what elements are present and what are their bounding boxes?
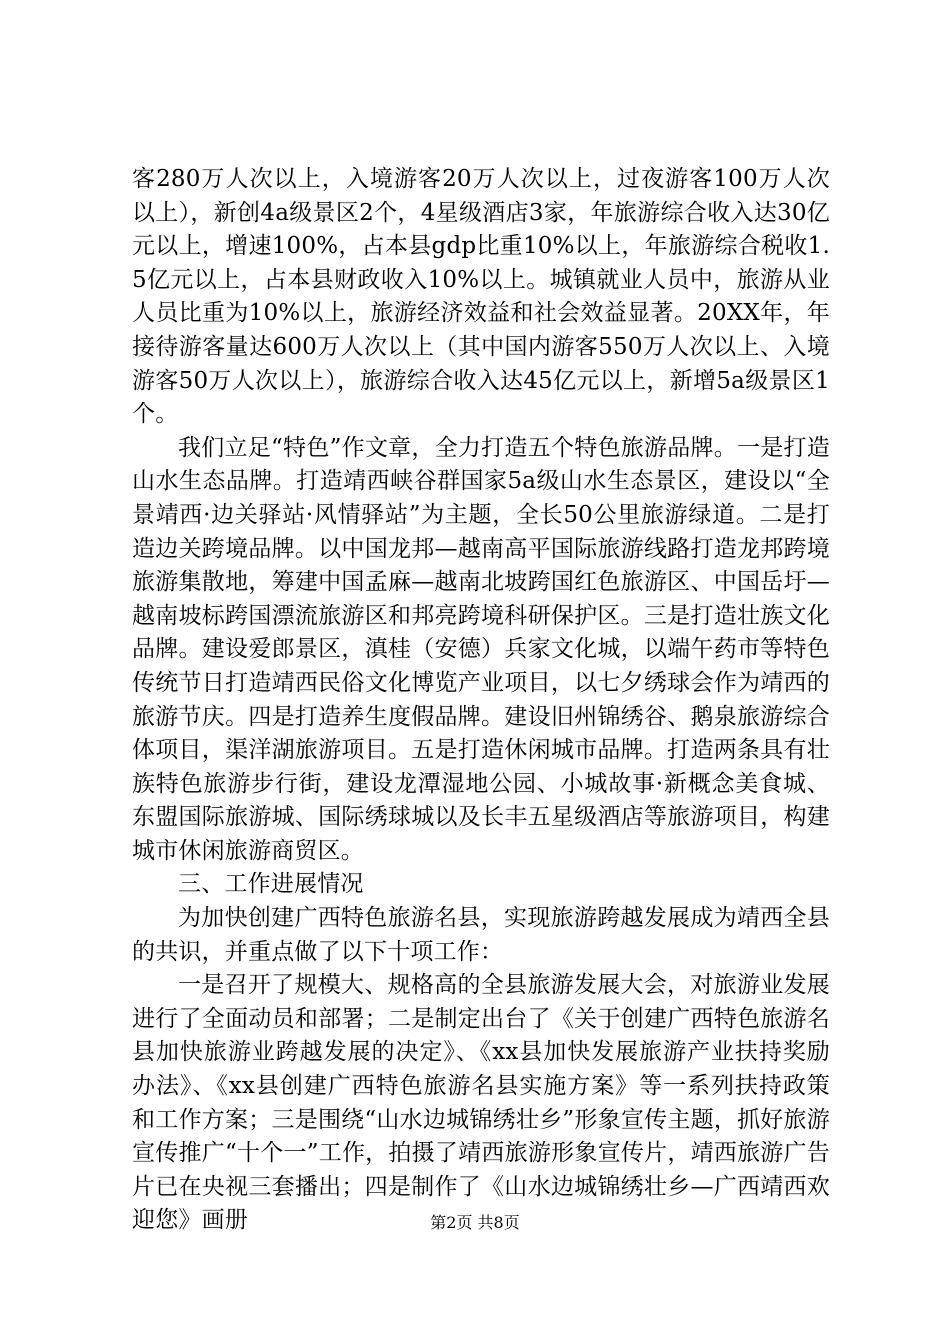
paragraph-tourism-targets: 客280万人次以上，入境游客20万人次以上，过夜游客100万人次以上），新创4a级景区2个，4星级酒店3家，年旅游综合收入达30亿元以上，增速100%，占本县gdp比重10%以上，年旅游综合税收1.5亿元以上，占本县财政收入10%以上。城镇就业人员中，旅游从业人员比重为10%以上，旅游经济效益和社会效益显著。20XX年，年接待游客量达600万人次以上（其中国内游客550万人次以上、入境游客50万人次以上），旅游综合收入达45亿元以上，新增5a级景区1个。 <box>132 166 830 428</box>
paragraph-work-items: 一是召开了规模大、规格高的全县旅游发展大会，对旅游业发展进行了全面动员和部署；二是制定出台了《关于创建广西特色旅游名县加快旅游业跨越发展的决定》、《xx县加快发展旅游产业扶持奖励办法》、《xx县创建广西特色旅游名县实施方案》等一系列扶持政策和工作方案；三是围绕“山水边城锦绣壮乡”形象宣传主题，抓好旅游宣传推广“十个一”工作，拍摄了靖西旅游形象宣传片，靖西旅游广告片已在央视三套播出；四是制作了《山水边城锦绣壮乡—广西靖西欢迎您》画册 <box>132 972 830 1234</box>
document-body <box>132 163 830 1238</box>
page-number: 第2页 共8页 <box>430 1213 520 1232</box>
section-heading-progress: 三、工作进展情况 <box>178 871 364 898</box>
paragraph-brands: 我们立足“特色”作文章，全力打造五个特色旅游品牌。一是打造山水生态品牌。打造靖西峡谷群国家5a级山水生态景区，建设以“全景靖西·边关驿站·风情驿站”为主题，全长50公里旅游绿道。二是打造边关跨境品牌。以中国龙邦—越南高平国际旅游线路打造龙邦跨境旅游集散地，筹建中国孟麻—越南北坡跨国红色旅游区、中国岳圩—越南坡标跨国漂流旅游区和邦亮跨境科研保护区。三是打造壮族文化品牌。建设爱郎景区，滇桂（安德）兵家文化城，以端午药市等特色传统节日打造靖西民俗文化博览产业项目，以七夕绣球会作为靖西的旅游节庆。四是打造养生度假品牌。建设旧州锦绣谷、鹅泉旅游综合体项目，渠洋湖旅游项目。五是打造休闲城市品牌。打造两条具有壮族特色旅游步行街，建设龙潭湿地公园、小城故事·新概念美食城、东盟国际旅游城、国际绣球城以及长丰五星级酒店等旅游项目，构建城市休闲旅游商贸区。 <box>132 434 830 864</box>
paragraph-consensus: 为加快创建广西特色旅游名县，实现旅游跨越发展成为靖西全县的共识，并重点做了以下十项工作： <box>132 905 830 965</box>
